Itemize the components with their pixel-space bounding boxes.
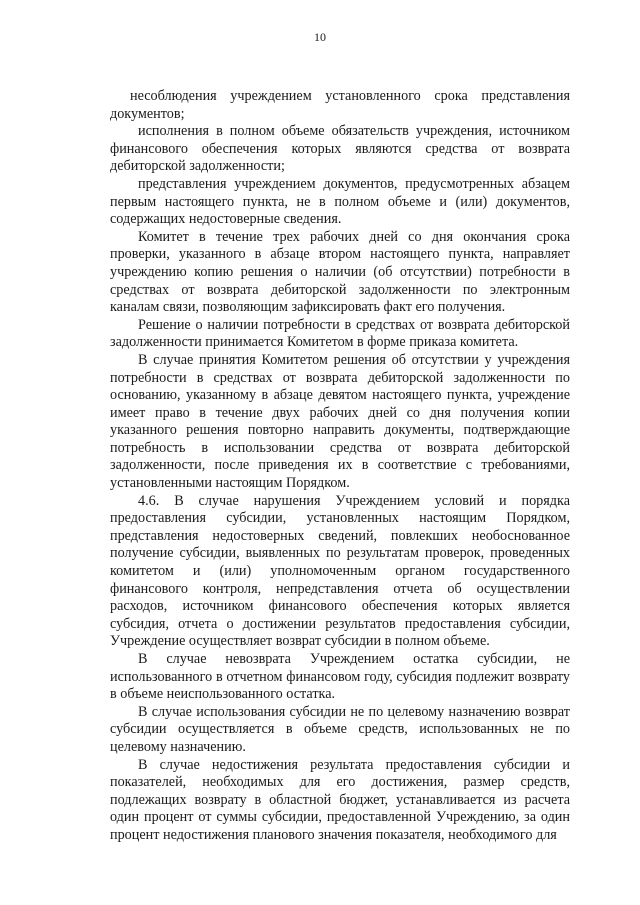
paragraph: Комитет в течение трех рабочих дней со дня окончания срока проверки, указанного в абзаце втором настоящего пункта, направляет учреждению копию решения о наличии (об отсутствии) потребности в средствах от возврата дебиторской задолженности по электронным каналам связи, позволяющим зафиксировать факт его получения.	[110, 228, 570, 316]
paragraph-section-4-6: 4.6. В случае нарушения Учреждением условий и порядка предоставления субсидии, установленных настоящим Порядком, представления недостоверных сведений, повлекших необоснованное получение субсидии, выявленных по результатам проверок, проведенных комитетом и (или) уполномоченным органом государственного финансового контроля, непредставления отчета об осуществлении расходов, источником финансового обеспечения которых является субсидия, отчета о достижении результатов предоставления субсидии, Учреждение осуществляет возврат субсидии в полном объеме.	[110, 492, 570, 650]
paragraph: представления учреждением документов, предусмотренных абзацем первым настоящего пункта, не в полном объеме и (или) документов, содержащих недостоверные сведения.	[110, 175, 570, 228]
paragraph: исполнения в полном объеме обязательств учреждения, источником финансового обеспечения которых являются средства от возврата дебиторской задолженности;	[110, 123, 570, 175]
document-body	[110, 88, 570, 845]
paragraph: В случае невозврата Учреждением остатка субсидии, не использованного в отчетном финансовом году, субсидия подлежит возврату в объеме неиспользованного остатка.	[110, 651, 570, 703]
paragraph: В случае принятия Комитетом решения об отсутствии у учреждения потребности в средствах от возврата дебиторской задолженности по основанию, указанному в абзаце девятом настоящего пункта, учреждение имеет право в течение двух рабочих дней со дня получения копии указанного решения повторно направить документы, подтверждающие потребность в использовании средства от возврата дебиторской задолженности, после приведения их в соответствие с требованиями, установленными настоящим Порядком.	[110, 351, 570, 492]
paragraph: В случае недостижения результата предоставления субсидии и показателей, необходимых для его достижения, размер средств, подлежащих возврату в областной бюджет, устанавливается из расчета один процент от суммы субсидии, предоставленной Учреждению, за один процент недостижения планового значения показателя, необходимого для	[110, 756, 570, 843]
paragraph: Решение о наличии потребности в средствах от возврата дебиторской задолженности принимается Комитетом в форме приказа комитета.	[110, 316, 570, 351]
page-number: 10	[314, 30, 326, 44]
paragraph: В случае использования субсидии не по целевому назначению возврат субсидии осуществляется в объеме средств, использованных не по целевому назначению.	[110, 703, 570, 755]
paragraph: несоблюдения учреждением установленного срока представления документов;	[110, 88, 570, 122]
